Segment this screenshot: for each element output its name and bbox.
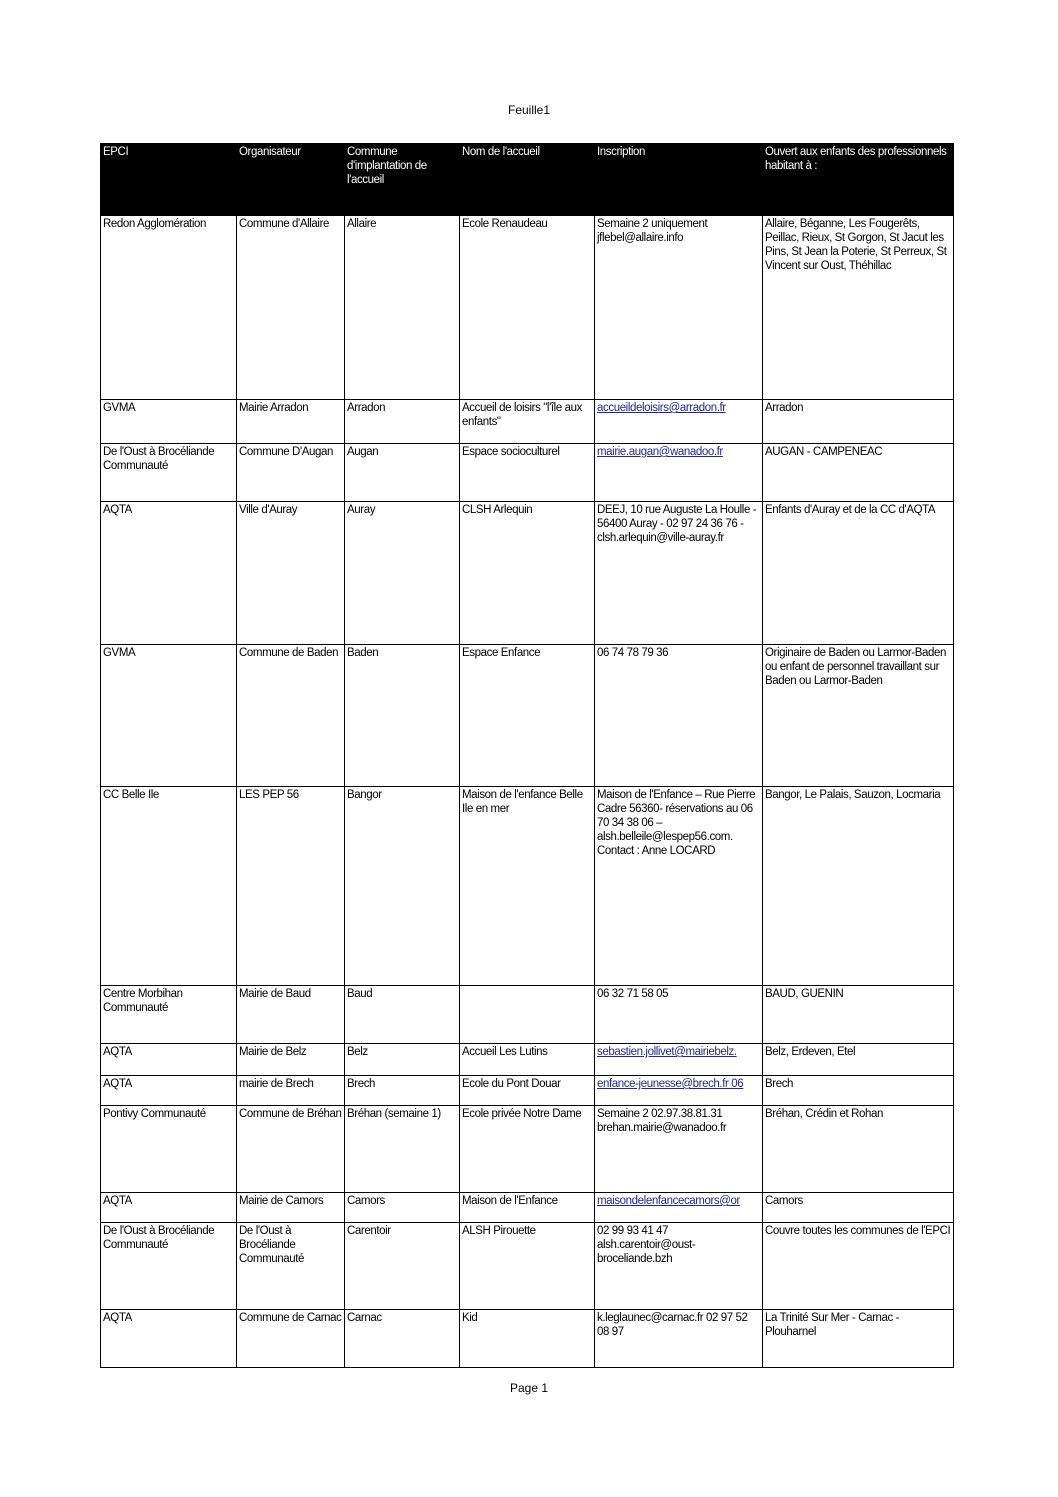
- cell-nom-accueil: ALSH Pirouette: [460, 1223, 595, 1310]
- cell-inscription: Semaine 2 02.97.38.81.31 brehan.mairie@wanadoo.fr: [595, 1106, 763, 1193]
- cell-commune: Bangor: [345, 787, 460, 986]
- cell-ouvert: Allaire, Béganne, Les Fougerêts, Peillac, Rieux, St Gorgon, St Jacut les Pins, St Jean la Poterie, St Perreux, St Vincent sur Oust, Théhillac: [763, 216, 954, 400]
- cell-ouvert: Couvre toutes les communes de l'EPCI: [763, 1223, 954, 1310]
- cell-epci: GVMA: [101, 400, 237, 444]
- cell-inscription: k.leglaunec@carnac.fr 02 97 52 08 97: [595, 1310, 763, 1368]
- cell-organisateur: Commune de Bréhan: [237, 1106, 345, 1193]
- cell-organisateur: LES PEP 56: [237, 787, 345, 986]
- email-link[interactable]: sebastien.jollivet@mairiebelz.: [597, 1046, 737, 1058]
- cell-ouvert: Camors: [763, 1193, 954, 1223]
- cell-organisateur: Mairie de Camors: [237, 1193, 345, 1223]
- cell-ouvert: Arradon: [763, 400, 954, 444]
- cell-organisateur: Commune de Baden: [237, 645, 345, 787]
- cell-nom-accueil: Espace Enfance: [460, 645, 595, 787]
- column-header-inscription: Inscription: [595, 144, 763, 216]
- cell-inscription: 06 74 78 79 36: [595, 645, 763, 787]
- cell-organisateur: Mairie de Belz: [237, 1044, 345, 1076]
- cell-organisateur: Mairie Arradon: [237, 400, 345, 444]
- cell-organisateur: Commune D'Augan: [237, 444, 345, 502]
- table-row: [101, 1223, 954, 1310]
- cell-inscription: 06 32 71 58 05: [595, 986, 763, 1044]
- cell-commune: Belz: [345, 1044, 460, 1076]
- cell-ouvert: Enfants d'Auray et de la CC d'AQTA: [763, 502, 954, 645]
- sheet-title: Feuille1: [507, 103, 551, 117]
- cell-ouvert: Bangor, Le Palais, Sauzon, Locmaria: [763, 787, 954, 986]
- cell-epci: De l'Oust à Brocéliande Communauté: [101, 1223, 237, 1310]
- cell-nom-accueil: Kid: [460, 1310, 595, 1368]
- table-row: [101, 1193, 954, 1223]
- cell-nom-accueil: [460, 986, 595, 1044]
- cell-epci: AQTA: [101, 502, 237, 645]
- header-row: [101, 144, 954, 216]
- cell-ouvert: Brech: [763, 1076, 954, 1106]
- cell-epci: De l'Oust à Brocéliande Communauté: [101, 444, 237, 502]
- email-link[interactable]: mairie.augan@wanadoo.fr: [597, 446, 723, 458]
- cell-ouvert: Originaire de Baden ou Larmor-Baden ou enfant de personnel travaillant sur Baden ou Larmor-Baden: [763, 645, 954, 787]
- cell-organisateur: Commune d'Allaire: [237, 216, 345, 400]
- column-header-ouvert: Ouvert aux enfants des professionnels habitant à :: [763, 144, 954, 216]
- cell-ouvert: Bréhan, Crédin et Rohan: [763, 1106, 954, 1193]
- cell-nom-accueil: Accueil Les Lutins: [460, 1044, 595, 1076]
- cell-inscription: Semaine 2 uniquement jflebel@allaire.info: [595, 216, 763, 400]
- table-row: [101, 1106, 954, 1193]
- cell-inscription: [595, 444, 763, 502]
- column-header-organisateur: Organisateur: [237, 144, 345, 216]
- table-row: [101, 444, 954, 502]
- cell-nom-accueil: Maison de l'enfance Belle Ile en mer: [460, 787, 595, 986]
- cell-commune: Allaire: [345, 216, 460, 400]
- cell-commune: Camors: [345, 1193, 460, 1223]
- cell-ouvert: BAUD, GUENIN: [763, 986, 954, 1044]
- cell-commune: Baden: [345, 645, 460, 787]
- table-row: [101, 1310, 954, 1368]
- cell-organisateur: Commune de Carnac: [237, 1310, 345, 1368]
- cell-ouvert: Belz, Erdeven, Etel: [763, 1044, 954, 1076]
- table-row: [101, 1044, 954, 1076]
- table-row: [101, 1076, 954, 1106]
- cell-commune: Baud: [345, 986, 460, 1044]
- cell-organisateur: Ville d'Auray: [237, 502, 345, 645]
- cell-nom-accueil: Espace socioculturel: [460, 444, 595, 502]
- cell-epci: CC Belle Ile: [101, 787, 237, 986]
- table-row: [101, 400, 954, 444]
- cell-commune: Carnac: [345, 1310, 460, 1368]
- page-number: Page 1: [509, 1381, 549, 1395]
- email-link[interactable]: accueildeloisirs@arradon.fr: [597, 402, 726, 414]
- cell-commune: Brech: [345, 1076, 460, 1106]
- cell-epci: GVMA: [101, 645, 237, 787]
- table-row: [101, 986, 954, 1044]
- column-header-commune: Commune d'implantation de l'accueil: [345, 144, 460, 216]
- cell-organisateur: mairie de Brech: [237, 1076, 345, 1106]
- column-header-epci: EPCI: [101, 144, 237, 216]
- cell-nom-accueil: Ecole du Pont Douar: [460, 1076, 595, 1106]
- cell-commune: Auray: [345, 502, 460, 645]
- cell-nom-accueil: Accueil de loisirs "l'île aux enfants": [460, 400, 595, 444]
- cell-ouvert: La Trinité Sur Mer - Carnac - Plouharnel: [763, 1310, 954, 1368]
- cell-inscription: [595, 400, 763, 444]
- cell-organisateur: De l'Oust à Brocéliande Communauté: [237, 1223, 345, 1310]
- cell-epci: AQTA: [101, 1310, 237, 1368]
- cell-commune: Augan: [345, 444, 460, 502]
- cell-organisateur: Mairie de Baud: [237, 986, 345, 1044]
- cell-epci: AQTA: [101, 1044, 237, 1076]
- cell-inscription: 02 99 93 41 47 alsh.carentoir@oust-broceliande.bzh: [595, 1223, 763, 1310]
- table-row: [101, 645, 954, 787]
- cell-commune: Carentoir: [345, 1223, 460, 1310]
- cell-inscription: Maison de l'Enfance – Rue Pierre Cadre 56360- réservations au 06 70 34 38 06 – alsh.belleile@lespep56.com. Contact : Anne LOCARD: [595, 787, 763, 986]
- cell-inscription: DEEJ, 10 rue Auguste La Houlle - 56400 Auray - 02 97 24 36 76 - clsh.arlequin@ville-auray.fr: [595, 502, 763, 645]
- cell-epci: Pontivy Communauté: [101, 1106, 237, 1193]
- cell-nom-accueil: Ecole privée Notre Dame: [460, 1106, 595, 1193]
- email-link[interactable]: enfance-jeunesse@brech.fr 06: [597, 1078, 744, 1090]
- email-link[interactable]: maisondelenfancecamors@or: [597, 1195, 740, 1207]
- cell-ouvert: AUGAN - CAMPENEAC: [763, 444, 954, 502]
- cell-epci: Redon Agglomération: [101, 216, 237, 400]
- cell-inscription: [595, 1193, 763, 1223]
- cell-inscription: [595, 1044, 763, 1076]
- cell-nom-accueil: Ecole Renaudeau: [460, 216, 595, 400]
- cell-inscription: [595, 1076, 763, 1106]
- cell-commune: Bréhan (semaine 1): [345, 1106, 460, 1193]
- column-header-nom-accueil: Nom de l'accueil: [460, 144, 595, 216]
- table-row: [101, 787, 954, 986]
- cell-nom-accueil: CLSH Arlequin: [460, 502, 595, 645]
- table-row: [101, 216, 954, 400]
- cell-nom-accueil: Maison de l'Enfance: [460, 1193, 595, 1223]
- cell-epci: AQTA: [101, 1193, 237, 1223]
- cell-epci: AQTA: [101, 1076, 237, 1106]
- table-row: [101, 502, 954, 645]
- cell-commune: Arradon: [345, 400, 460, 444]
- cell-epci: Centre Morbihan Communauté: [101, 986, 237, 1044]
- childcare-table: [100, 143, 954, 1368]
